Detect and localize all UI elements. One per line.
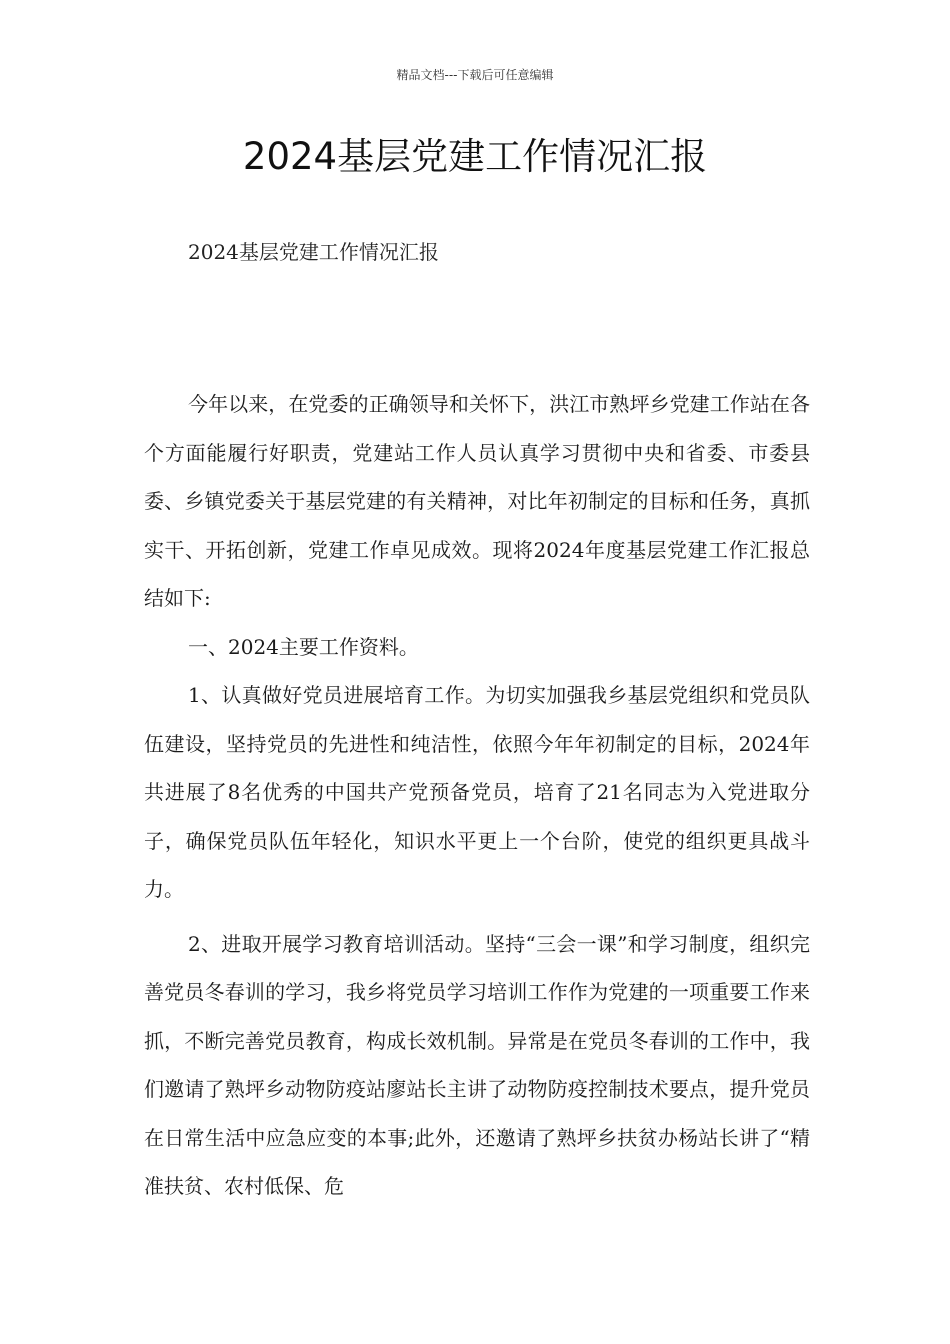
document-title: 2024基层党建工作情况汇报	[242, 135, 708, 178]
paragraph-intro: 今年以来，在党委的正确领导和关怀下，洪江市熟坪乡党建工作站在各个方面能履行好职责，党建站工作人员认真学习贯彻中央和省委、市委县委、乡镇党委关于基层党建的有关精神，对比年初制定的目标和任务，真抓实干、开拓创新，党建工作卓见成效。现将2024年度基层党建工作汇报总结如下:	[144, 392, 810, 610]
watermark-header: 精品文档---下载后可任意编辑	[396, 68, 554, 82]
paragraph-item-1: 1、认真做好党员进展培育工作。为切实加强我乡基层党组织和党员队伍建设，坚持党员的先进性和纯洁性，依照今年年初制定的目标，2024年共进展了8名优秀的中国共产党预备党员，培育了21名同志为入党进取分子，确保党员队伍年轻化，知识水平更上一个台阶，使党的组织更具战斗力。	[144, 683, 810, 901]
document-body	[144, 380, 810, 1211]
document-subtitle: 2024基层党建工作情况汇报	[188, 240, 439, 264]
paragraph-item-2: 2、进取开展学习教育培训活动。坚持“三会一课”和学习制度，组织完善党员冬春训的学习，我乡将党员学习培训工作作为党建的一项重要工作来抓，不断完善党员教育，构成长效机制。异常是在党员冬春训的工作中，我们邀请了熟坪乡动物防疫站廖站长主讲了动物防疫控制技术要点，提升党员在日常生活中应急应变的本事;此外，还邀请了熟坪乡扶贫办杨站长讲了“精准扶贫、农村低保、危	[144, 931, 810, 1198]
paragraph-section-heading: 一、2024主要工作资料。	[188, 634, 419, 659]
